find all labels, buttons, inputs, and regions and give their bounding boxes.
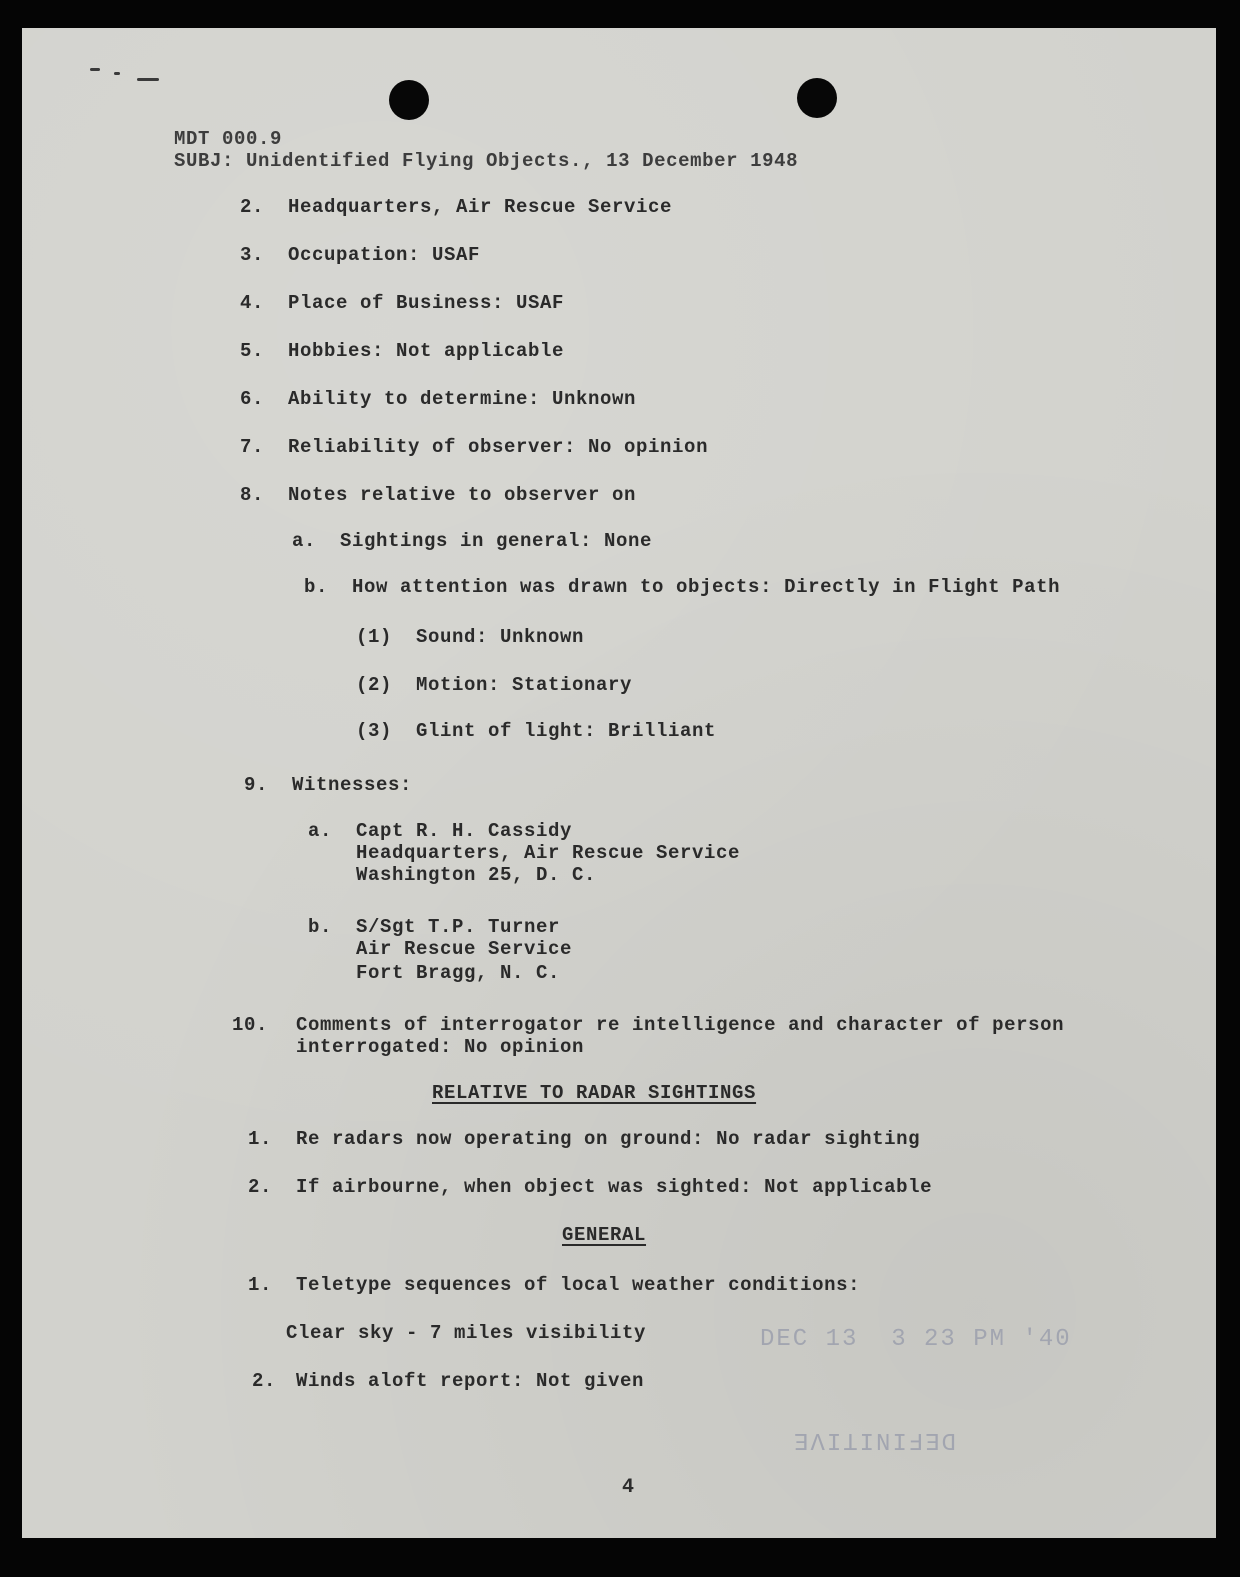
witness-line: S/Sgt T.P. Turner xyxy=(356,916,561,938)
subitem-text: How attention was drawn to objects: Directly in Flight Path xyxy=(352,576,1061,598)
item-text: Hobbies: Not applicable xyxy=(288,340,565,362)
item-text: If airbourne, when object was sighted: Not applicable xyxy=(296,1176,933,1198)
mirrored-stamp: DEFINITIVE xyxy=(792,1426,957,1453)
item-text: Occupation: USAF xyxy=(288,244,481,266)
item-number: 7. xyxy=(240,436,265,458)
document-page xyxy=(22,28,1216,1538)
page-number: 4 xyxy=(622,1476,635,1499)
subitem-text: Motion: Stationary xyxy=(416,674,633,696)
subitem-number: (3) xyxy=(356,720,393,742)
witness-line: Washington 25, D. C. xyxy=(356,864,597,886)
item-number: 2. xyxy=(240,196,265,218)
item-number: 9. xyxy=(244,774,269,796)
item-text: Place of Business: USAF xyxy=(288,292,565,314)
witness-line: Air Rescue Service xyxy=(356,938,573,960)
date-received-stamp: DEC 13 3 23 PM '40 xyxy=(760,1326,1072,1353)
item-number: 1. xyxy=(248,1128,273,1150)
ink-speck xyxy=(137,78,159,81)
item-number: 2. xyxy=(248,1176,273,1198)
item-text: Winds aloft report: Not given xyxy=(296,1370,645,1392)
subitem-text: Sound: Unknown xyxy=(416,626,585,648)
subitem-number: (2) xyxy=(356,674,393,696)
witness-line: Headquarters, Air Rescue Service xyxy=(356,842,741,864)
item-number: 2. xyxy=(252,1370,277,1392)
section-heading: RELATIVE TO RADAR SIGHTINGS xyxy=(432,1082,757,1104)
subitem-letter: b. xyxy=(304,576,329,598)
item-number: 1. xyxy=(248,1274,273,1296)
section-heading: GENERAL xyxy=(562,1224,647,1246)
punch-hole-left xyxy=(389,80,429,120)
item-number: 6. xyxy=(240,388,265,410)
item-text: interrogated: No opinion xyxy=(296,1036,585,1058)
item-number: 10. xyxy=(232,1014,269,1036)
item-text: Notes relative to observer on xyxy=(288,484,637,506)
file-reference: MDT 000.9 xyxy=(174,128,283,150)
item-number: 3. xyxy=(240,244,265,266)
witness-line: Capt R. H. Cassidy xyxy=(356,820,573,842)
subitem-letter: a. xyxy=(292,530,317,552)
witnesses-label: Witnesses: xyxy=(292,774,413,796)
item-text: Comments of interrogator re intelligence and character of person xyxy=(296,1014,1065,1036)
item-text: Reliability of observer: No opinion xyxy=(288,436,709,458)
item-number: 8. xyxy=(240,484,265,506)
subitem-number: (1) xyxy=(356,626,393,648)
item-text: Headquarters, Air Rescue Service xyxy=(288,196,673,218)
weather-detail: Clear sky - 7 miles visibility xyxy=(286,1322,647,1344)
item-number: 5. xyxy=(240,340,265,362)
subitem-text: Glint of light: Brilliant xyxy=(416,720,717,742)
item-text: Ability to determine: Unknown xyxy=(288,388,637,410)
item-number: 4. xyxy=(240,292,265,314)
subject-line: SUBJ: Unidentified Flying Objects., 13 December 1948 xyxy=(174,150,799,172)
witness-line: Fort Bragg, N. C. xyxy=(356,962,561,984)
ink-speck xyxy=(90,68,100,71)
ink-speck xyxy=(114,72,120,75)
punch-hole-right xyxy=(797,78,837,118)
witness-letter: b. xyxy=(308,916,333,938)
item-text: Teletype sequences of local weather conditions: xyxy=(296,1274,861,1296)
item-text: Re radars now operating on ground: No radar sighting xyxy=(296,1128,921,1150)
subitem-text: Sightings in general: None xyxy=(340,530,653,552)
witness-letter: a. xyxy=(308,820,333,842)
